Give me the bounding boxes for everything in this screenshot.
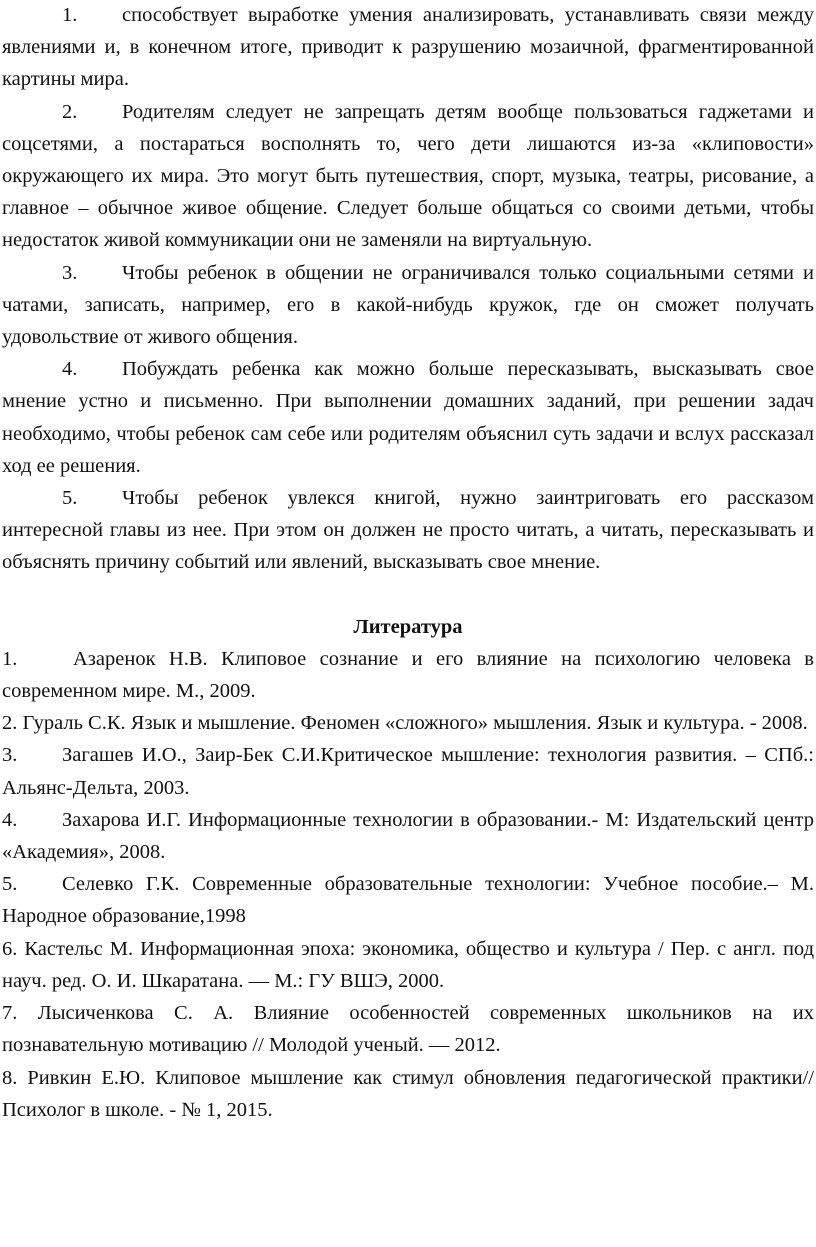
literature-item-text: Кастельс М. Информационная эпоха: экономика, общество и культура / Пер. с англ. под науч. ред. О. И. Шкаратана. — М.: ГУ ВШЭ, 2000. [2, 937, 814, 992]
literature-item-number: 7. [2, 1002, 18, 1025]
paragraph-5 [2, 482, 814, 579]
literature-item-4 [2, 804, 814, 868]
literature-item-number: 3. [2, 744, 18, 767]
paragraph-4 [2, 353, 814, 482]
literature-item-text: Лысиченкова С. А. Влияние особенностей современных школьников на их познавательную мотивацию // Молодой ученый. — 2012. [2, 1002, 814, 1057]
paragraph-text: Чтобы ребенок в общении не ограничивался только социальными сетями и чатами, записать, например, его в какой-нибудь кружок, где он сможет получать удовольствие от живого общения. [2, 261, 814, 349]
literature-item-number: 4. [2, 808, 18, 831]
paragraph-number: 3. [62, 261, 78, 284]
literature-item-text: Гураль С.К. Язык и мышление. Феномен «сложного» мышления. Язык и культура. - 2008. [22, 712, 808, 735]
literature-item-5 [2, 868, 814, 932]
paragraph-number: 2. [62, 100, 78, 123]
literature-item-number: 6. [2, 937, 18, 960]
literature-item-text: Азаренок Н.В. Клиповое сознание и его влияние на психологию человека в современном мире. М., 2009. [2, 647, 814, 703]
literature-item-text: Ривкин Е.Ю. Клиповое мышление как стимул обновления педагогической практики// Психолог в школе. - № 1, 2015. [2, 1066, 815, 1121]
section-spacer [2, 579, 814, 611]
literature-item-number: 5. [2, 873, 18, 896]
literature-item-text: Загашев И.О., Заир-Бек С.И.Критическое мышление: технология развития. – СПб.: Альянс-Дельта, 2003. [2, 744, 814, 799]
literature-item-number: 1. [2, 647, 18, 670]
literature-item-3 [2, 739, 814, 803]
literature-item-text: Селевко Г.К. Современные образовательные технологии: Учебное пособие.– М. Народное образование,1998 [2, 873, 814, 928]
paragraph-text: Побуждать ребенка как можно больше пересказывать, высказывать свое мнение устно и письменно. При выполнении домашних заданий, при решении задач необходимо, чтобы ребенок сам себе или родителям объяснил суть задачи и вслух рассказал ход ее решения. [2, 358, 814, 477]
literature-item-1 [2, 643, 814, 707]
literature-item-7 [2, 997, 814, 1061]
paragraph-1 [2, 0, 814, 96]
literature-item-text: Захарова И.Г. Информационные технологии в образовании.- М: Издательский центр «Академия», 2008. [2, 808, 814, 864]
literature-item-number: 8. [2, 1066, 18, 1089]
paragraph-number: 5. [62, 487, 78, 510]
body-text [2, 0, 814, 1126]
literature-item-6 [2, 933, 814, 997]
paragraph-3 [2, 257, 814, 354]
literature-item-2 [2, 707, 814, 739]
literature-list [2, 643, 814, 1126]
literature-item-8 [2, 1062, 814, 1126]
literature-heading: Литература [353, 615, 463, 638]
paragraph-number: 4. [62, 358, 78, 381]
paragraph-text: Чтобы ребенок увлекся книгой, нужно заинтриговать его рассказом интересной главы из нее. При этом он должен не просто читать, а читать, пересказывать и объяснять причину событий или явлений, высказывать свое мнение. [2, 487, 814, 574]
paragraph-2 [2, 96, 814, 257]
paragraph-text: Родителям следует не запрещать детям вообще пользоваться гаджетами и соцсетями, а постараться восполнять то, чего дети лишаются из-за «клиповости» окружающего их мира. Это могут быть путешествия, спорт, музыка, театры, рисование, а главное – обычное живое общение. Следует больше общаться со своими детьми, чтобы недостаток живой коммуникации они не заменяли на виртуальную. [2, 100, 814, 252]
paragraph-text: способствует выработке умения анализировать, устанавливать связи между явлениями и, в конечном итоге, приводит к разрушению мозаичной, фрагментированной картины мира. [2, 4, 814, 91]
paragraph-number: 1. [62, 4, 78, 26]
literature-item-number: 2. [2, 712, 18, 735]
